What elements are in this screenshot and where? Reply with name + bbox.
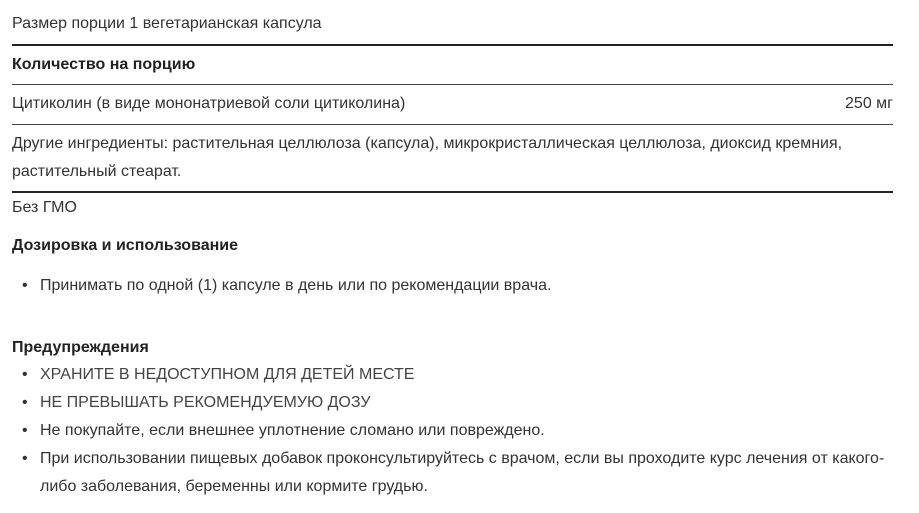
serving-size: Размер порции 1 вегетарианская капсула: [12, 15, 322, 32]
ingredient-row: [12, 94, 893, 114]
dosage-heading: Дозировка и использование: [12, 237, 238, 254]
divider-thick: [12, 191, 893, 193]
list-item: • Принимать по одной (1) капсуле в день или по рекомендации врача.: [12, 272, 893, 300]
bullet-icon: •: [22, 366, 28, 383]
list-item: • ХРАНИТЕ В НЕДОСТУПНОМ ДЛЯ ДЕТЕЙ МЕСТЕ: [12, 361, 893, 389]
ingredient-amount: 250 мг: [845, 95, 893, 112]
list-item: • Не покупайте, если внешнее уплотнение сломано или повреждено.: [12, 417, 893, 445]
bullet-icon: •: [22, 277, 28, 294]
warnings-heading: Предупреждения: [12, 339, 149, 356]
list-item: • НЕ ПРЕВЫШАТЬ РЕКОМЕНДУЕМУЮ ДОЗУ: [12, 389, 893, 417]
divider: [12, 84, 893, 85]
bullet-icon: •: [22, 422, 28, 439]
divider: [12, 124, 893, 125]
bullet-icon: •: [22, 450, 28, 467]
divider-thick: [12, 44, 893, 46]
warnings-list: [12, 361, 893, 501]
dosage-list: [12, 272, 893, 300]
list-item: • При использовании пищевых добавок проконсультируйтесь с врачом, если вы проходите курс лечения от какого-либо заболевания, беременны или кормите грудью.: [12, 445, 893, 501]
amount-per-serving-header: Количество на порцию: [12, 56, 196, 73]
gmo-note: Без ГМО: [12, 199, 77, 216]
ingredient-name: Цитиколин (в виде мононатриевой соли цитиколина): [12, 95, 406, 112]
other-ingredients: Другие ингредиенты: растительная целлюлоза (капсула), микрокристаллическая целлюлоза, диоксид кремния, растительный стеарат.: [12, 135, 843, 180]
bullet-icon: •: [22, 394, 28, 411]
